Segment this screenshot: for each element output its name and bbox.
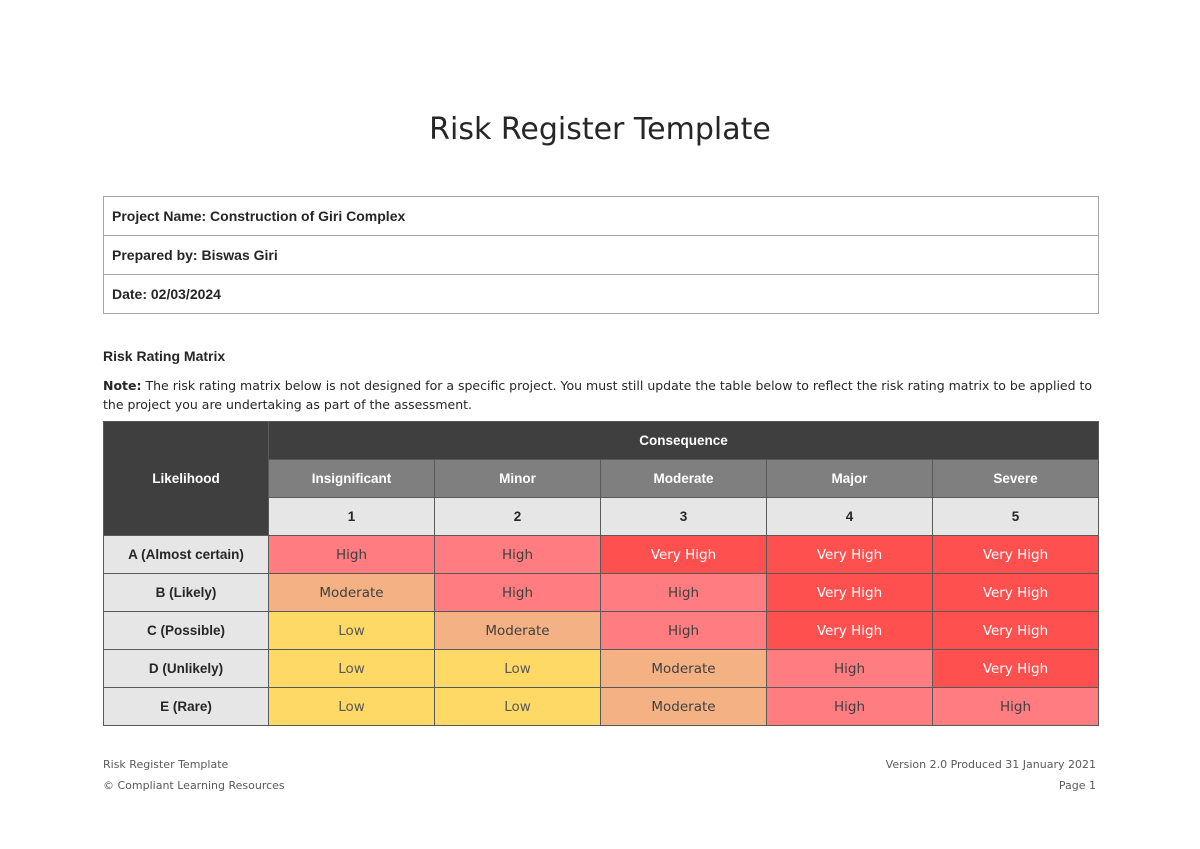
footer-doc-name: Risk Register Template [103, 758, 229, 771]
risk-rating-cell: High [269, 536, 435, 574]
matrix-note [103, 376, 1093, 414]
risk-rating-cell: Moderate [435, 612, 601, 650]
matrix-row [104, 536, 1099, 574]
note-text: The risk rating matrix below is not designed for a specific project. You must still update the table below to reflect the risk rating matrix to be applied to the project you are undertaking as part of the assessment. [103, 378, 1093, 412]
matrix-body [104, 536, 1099, 726]
consequence-number: 4 [767, 498, 933, 536]
risk-rating-cell: High [435, 574, 601, 612]
risk-rating-cell: Very High [933, 574, 1099, 612]
risk-rating-cell: Moderate [269, 574, 435, 612]
risk-rating-cell: Low [269, 612, 435, 650]
likelihood-label: E (Rare) [104, 688, 269, 726]
likelihood-label: A (Almost certain) [104, 536, 269, 574]
risk-rating-cell: High [435, 536, 601, 574]
consequence-number: 2 [435, 498, 601, 536]
footer-copyright: © Compliant Learning Resources [103, 779, 285, 792]
likelihood-label: C (Possible) [104, 612, 269, 650]
risk-rating-matrix-heading: Risk Rating Matrix [103, 348, 226, 364]
risk-rating-cell: High [767, 650, 933, 688]
likelihood-label: B (Likely) [104, 574, 269, 612]
risk-rating-cell: Low [435, 688, 601, 726]
footer-version: Version 2.0 Produced 31 January 2021 [885, 758, 1096, 771]
risk-rating-cell: High [933, 688, 1099, 726]
risk-rating-cell: Low [435, 650, 601, 688]
note-label: Note: [103, 378, 142, 393]
matrix-row [104, 688, 1099, 726]
project-name-field: Project Name: Construction of Giri Complex [104, 197, 1099, 236]
consequence-label: Insignificant [269, 460, 435, 498]
date-field: Date: 02/03/2024 [104, 275, 1099, 314]
consequence-number: 3 [601, 498, 767, 536]
risk-rating-cell: High [601, 574, 767, 612]
consequence-number: 5 [933, 498, 1099, 536]
matrix-row [104, 574, 1099, 612]
consequence-label: Major [767, 460, 933, 498]
consequence-number: 1 [269, 498, 435, 536]
risk-rating-cell: Very High [767, 612, 933, 650]
risk-rating-cell: Moderate [601, 650, 767, 688]
consequence-label: Severe [933, 460, 1099, 498]
matrix-row [104, 612, 1099, 650]
document-title: Risk Register Template [429, 112, 771, 147]
risk-rating-matrix [103, 421, 1099, 726]
risk-rating-cell: Low [269, 650, 435, 688]
risk-rating-cell: Moderate [601, 688, 767, 726]
risk-rating-cell: Very High [933, 612, 1099, 650]
consequence-label: Moderate [601, 460, 767, 498]
prepared-by-field: Prepared by: Biswas Giri [104, 236, 1099, 275]
consequence-header: Consequence [269, 422, 1099, 460]
risk-rating-cell: Low [269, 688, 435, 726]
risk-rating-cell: Very High [933, 536, 1099, 574]
likelihood-header: Likelihood [104, 422, 269, 536]
risk-rating-cell: Very High [767, 536, 933, 574]
risk-rating-cell: High [767, 688, 933, 726]
likelihood-label: D (Unlikely) [104, 650, 269, 688]
footer-page-number: Page 1 [1058, 779, 1096, 792]
risk-rating-cell: High [601, 612, 767, 650]
risk-rating-cell: Very High [767, 574, 933, 612]
consequence-label: Minor [435, 460, 601, 498]
risk-rating-cell: Very High [601, 536, 767, 574]
matrix-row [104, 650, 1099, 688]
project-info-table [103, 196, 1099, 314]
risk-rating-cell: Very High [933, 650, 1099, 688]
